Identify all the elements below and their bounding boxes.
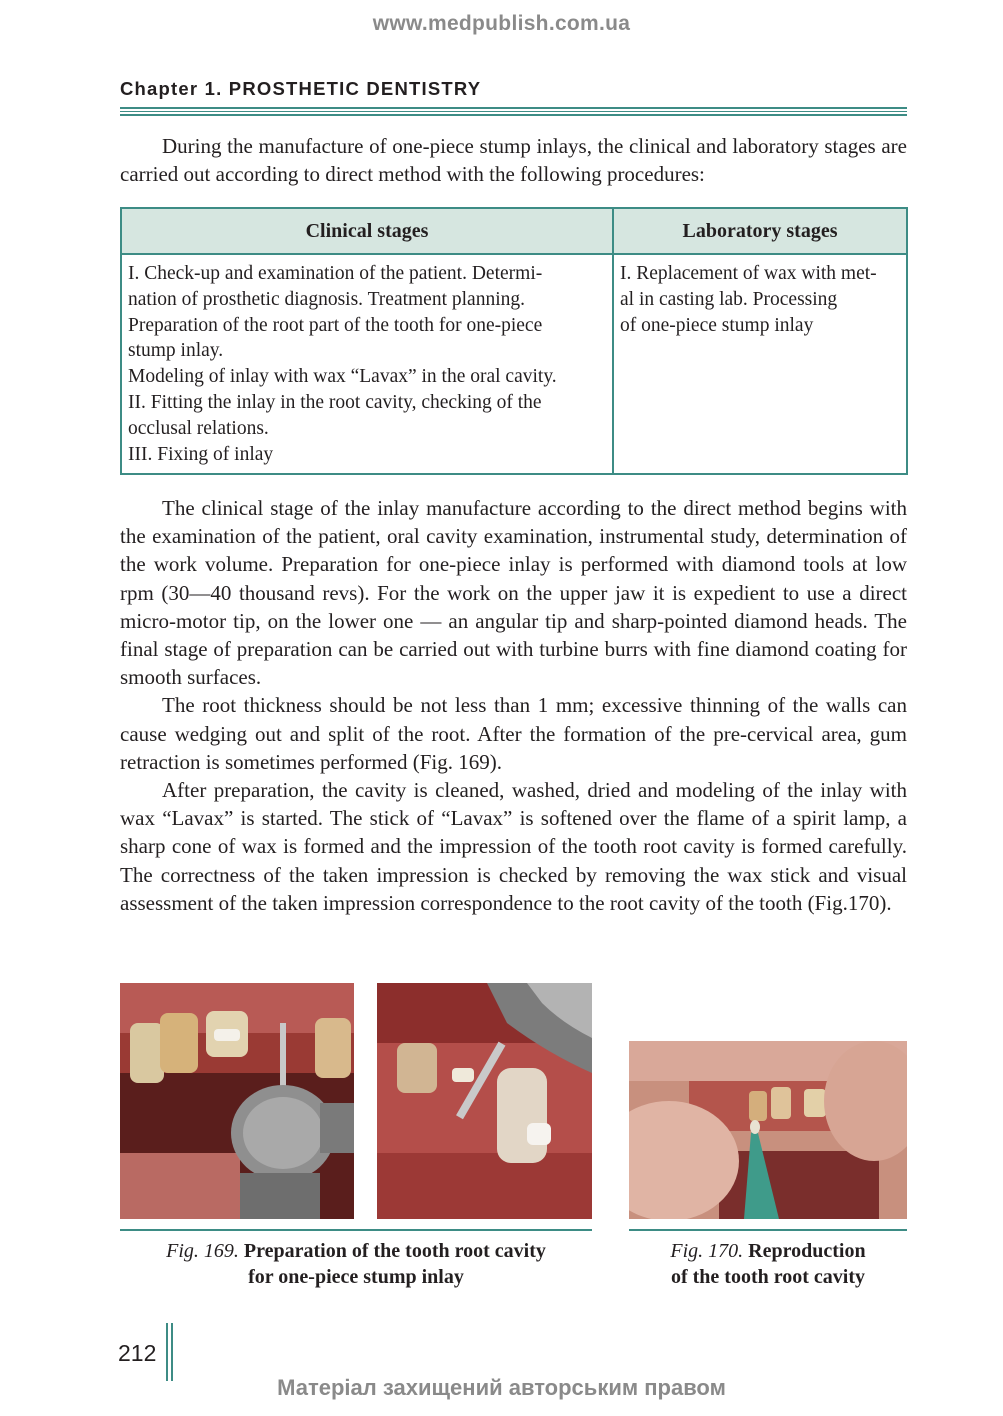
fig-170-caption [629,1238,907,1290]
body-paragraph: After preparation, the cavity is cleaned, washed, dried and modeling of the inlay with wax “Lavax” is started. The stick of “Lavax” is softened over the flame of a spirit lamp, a sharp cone of wax is formed and the impression of the tooth root cavity is formed carefully. The correctness of the taken impression is checked by removing the wax stick and visual assessment of the taken impression correspondence to the root cavity of the tooth (Fig.170). [120,778,907,915]
laboratory-stages-cell [613,254,907,474]
page-number-bar [171,1323,173,1381]
fig-169-caption-line: for one-piece stump inlay [248,1266,464,1288]
fig-169-photo-right [377,983,592,1219]
laboratory-line: of one-piece stump inlay [620,314,814,336]
intro-paragraph: During the manufacture of one-piece stump inlays, the clinical and laboratory stages are carried out according to direct method with the following procedures: [120,134,907,187]
clinical-line: Preparation of the root part of the tooth for one-piece [128,314,543,336]
clinical-line: occlusal relations. [128,417,269,439]
body-paragraph: The clinical stage of the inlay manufacture according to the direct method begins with the examination of the patient, oral cavity examination, instrumental study, determination of the work volume. Preparation for one-piece inlay is performed with diamond tools at low rpm (30—40 thousand revs). For the work on the upper jaw it is expedient to use a direct micro-motor tip, on the lower one — an angular tip and sharp-pointed diamond heads. The final stage of preparation can be carried out with turbine burrs with fine diamond coating for smooth surfaces. [120,496,907,690]
clinical-line: II. Fitting the inlay in the root cavity, checking of the [128,391,542,413]
fig-170-label: Fig. 170. [670,1240,744,1262]
clinical-line: III. Fixing of inlay [128,443,274,465]
stages-table [120,207,908,475]
page-number: 212 [118,1340,157,1366]
fig-170-photo [629,1041,907,1219]
fig-169-caption [120,1238,592,1290]
laboratory-line: al in casting lab. Processing [620,288,838,310]
clinical-stages-header: Clinical stages [121,208,613,254]
page-number-bar [166,1323,168,1381]
laboratory-line: I. Replacement of wax with met- [620,263,877,284]
body-paragraph: The root thickness should be not less than 1 mm; excessive thinning of the walls can cause wedging out and split of the root. After the formation of the pre-cervical area, gum retraction is sometimes performed (Fig. 169). [120,693,907,774]
clinical-line: stump inlay. [128,340,224,362]
fig-170-caption-line: Reproduction [748,1240,866,1262]
fig-169-caption-line: Preparation of the tooth root cavity [243,1240,546,1262]
running-head: Chapter 1. PROSTHETIC DENTISTRY [120,78,482,99]
clinical-line: I. Check-up and examination of the patient. Determi- [128,263,543,284]
clinical-stages-cell [121,254,613,474]
clinical-line: nation of prosthetic diagnosis. Treatment planning. [128,288,525,310]
header-rule [120,111,907,112]
fig-170-rule [629,1229,907,1231]
body-text [120,494,907,917]
header-rule [120,114,907,116]
laboratory-stages-header: Laboratory stages [613,208,907,254]
header-rule [120,107,907,109]
fig-169-rule [120,1229,592,1231]
clinical-line: Modeling of inlay with wax “Lavax” in the oral cavity. [128,366,557,388]
fig-169-label: Fig. 169. [166,1240,239,1262]
fig-170-caption-line: of the tooth root cavity [670,1266,866,1288]
fig-169-photo-left [120,983,354,1219]
watermark-url: www.medpublish.com.ua [372,12,631,35]
watermark-copyright: Матеріал захищений авторським правом [277,1375,726,1400]
